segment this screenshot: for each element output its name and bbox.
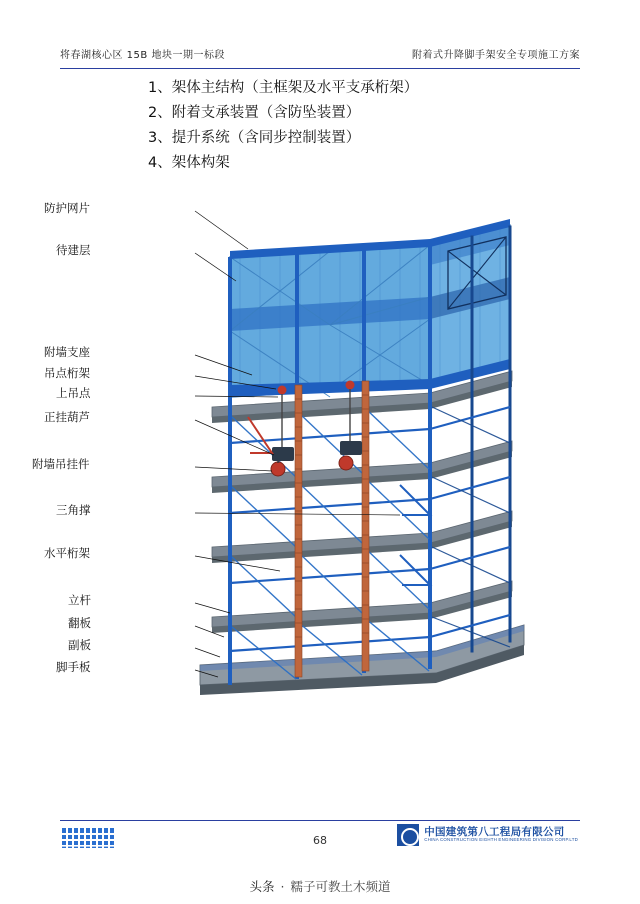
callout-label: 防护网片 — [44, 201, 90, 215]
callout-label: 三角撑 — [56, 503, 91, 517]
content-list — [148, 76, 578, 176]
platform-name: 头条 — [249, 879, 275, 894]
callout-label: 上吊点 — [56, 386, 91, 400]
footer-divider — [60, 820, 580, 821]
company-logo-icon — [397, 824, 419, 846]
callout-label: 水平桁架 — [44, 546, 90, 560]
list-item: 1、架体主结构（主框架及水平支承桁架） — [148, 80, 419, 96]
callout-label: 副板 — [68, 638, 91, 652]
company-name-cn: 中国建筑第八工程局有限公司 — [424, 825, 565, 838]
callout-label: 附墙吊挂件 — [32, 457, 90, 471]
callout-label: 正挂葫芦 — [44, 410, 90, 424]
callout-label: 附墙支座 — [44, 345, 90, 359]
page-number: 68 — [313, 834, 327, 847]
account-name: 糯子可教土木频道 — [290, 879, 391, 894]
company-name-en: CHINA CONSTRUCTION EIGHTH ENGINEERING DIVISION CORP.LTD — [424, 837, 578, 843]
page-header — [60, 46, 580, 69]
header-document-title: 附着式升降脚手架安全专项施工方案 — [412, 50, 580, 61]
list-item: 2、附着支承装置（含防坠装置） — [148, 105, 361, 121]
callout-label: 翻板 — [68, 616, 91, 630]
callout-label: 脚手板 — [56, 660, 91, 674]
separator-dot: · — [280, 878, 285, 894]
header-project-title: 将春湖核心区 15B 地块一期一标段 — [60, 50, 225, 61]
list-item: 3、提升系统（含同步控制装置） — [148, 130, 361, 146]
source-watermark — [0, 868, 640, 904]
callout-label: 立杆 — [68, 593, 91, 607]
scaffold-diagram — [32, 185, 540, 725]
callout-label: 待建层 — [56, 243, 91, 257]
callout-label: 吊点桁架 — [44, 366, 90, 380]
list-item: 4、架体构架 — [148, 155, 230, 171]
footer-company — [397, 824, 578, 846]
scaffold-illustration — [100, 185, 540, 725]
